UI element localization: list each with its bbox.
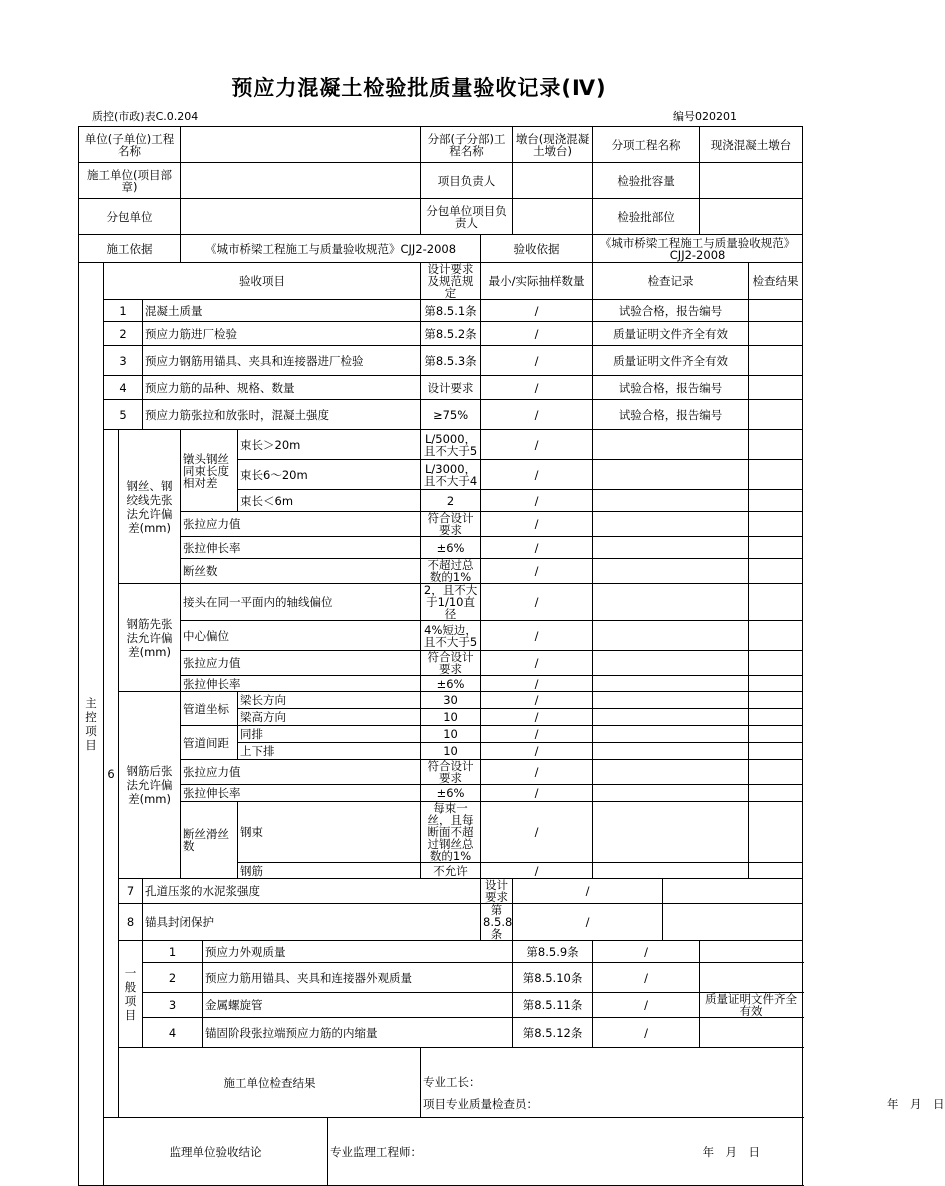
table-row: 断丝数 不超过总数的1% / [79,559,803,584]
info-row-unit [79,127,803,163]
col-item: 验收项目 [104,263,421,300]
broken-wire-label: 断丝滑丝数 [181,802,238,879]
sub-pm-label: 分包单位项目负责人 [421,199,513,235]
subcontract-unit-label: 分包单位 [79,199,181,235]
info-row-subcontract [79,199,803,235]
construction-date: 年 月 日 [887,1097,945,1111]
table-row: 中心偏位 4%短边，且不大于5 / [79,621,803,651]
table-row: 2 预应力筋用锚具、夹具和连接器外观质量 第8.5.10条 / [79,963,803,993]
construction-check-row [79,1048,803,1118]
table-row: 4 锚固阶段张拉端预应力筋的内缩量 第8.5.12条 / [79,1018,803,1048]
unit-label: 单位(子单位)工程名称 [79,127,181,163]
supervision-label: 监理单位验收结论 [104,1118,328,1186]
subcontract-unit-value[interactable] [181,199,421,235]
batch-part-label: 检验批部位 [593,199,700,235]
table-row: 钢筋后张法允许偏差(mm) 管道坐标 梁长方向 30 / [79,692,803,709]
general-item-label: 一般项目 [119,941,143,1048]
supervision-date: 年 月 日 [702,1144,761,1159]
table-row: 3 预应力钢筋用锚具、夹具和连接器进厂检验 第8.5.3条 / 质量证明文件齐全有效 [79,346,803,376]
construction-basis-label: 施工依据 [79,235,181,263]
batch-capacity-value[interactable] [700,163,803,199]
supervisor-label: 专业监理工程师： [330,1144,423,1159]
table-row: 3 金属螺旋管 第8.5.11条 / 质量证明文件齐全有效 [79,993,803,1018]
pipe-spacing-label: 管道间距 [181,726,238,760]
sub-pm-value[interactable] [513,199,593,235]
table-row: 2 预应力筋进厂检验 第8.5.2条 / 质量证明文件齐全有效 [79,322,803,346]
table-row: 张拉伸长率 ±6% / [79,676,803,692]
table-row: 断丝滑丝数 钢束 每束一丝，且每断面不超过钢丝总数的1% / [79,802,803,863]
table-row: 张拉伸长率 ±6% / [79,537,803,559]
info-row-basis [79,235,803,263]
table-row: 上下排 10 / [79,743,803,760]
batch-capacity-label: 检验批容量 [593,163,700,199]
sub-project-value[interactable]: 墩台(现浇混凝土墩台) [513,127,593,163]
group-pretension-wire: 钢丝、钢绞线先张法允许偏差(mm) [119,430,181,584]
supervision-area[interactable] [328,1118,803,1186]
col-design: 设计要求及规范规定 [421,263,481,300]
item-project-value[interactable]: 现浇混凝土墩台 [700,127,803,163]
table-row: 张拉应力值 符合设计要求 / [79,512,803,537]
project-manager-label: 项目负责人 [421,163,513,199]
table-row: 一般项目 1 预应力外观质量 第8.5.9条 / [79,941,803,963]
unit-value[interactable] [181,127,421,163]
inspection-table [78,126,945,1186]
table-row: 张拉应力值 符合设计要求 / [79,760,803,785]
acceptance-basis-label: 验收依据 [481,235,593,263]
construction-unit-label: 施工单位(项目部章) [79,163,181,199]
table-row: 7 孔道压浆的水泥浆强度 设计要求 / [79,879,803,904]
heading-wire-diff: 镦头钢丝同束长度相对差 [181,430,238,512]
form-title: 预应力混凝土检验批质量验收记录(Ⅳ) [231,76,607,100]
construction-check-area[interactable] [421,1048,945,1118]
item-6-number: 6 [104,430,119,1118]
sub-project-label: 分部(子分部)工程名称 [421,127,513,163]
table-row: 6 钢丝、钢绞线先张法允许偏差(mm) 镦头钢丝同束长度相对差 束长＞20m L/5000，且不大于5 / [79,430,803,460]
batch-part-value[interactable] [700,199,803,235]
table-row: 8 锚具封闭保护 第8.5.8条 / [79,904,803,941]
col-sample: 最小/实际抽样数量 [481,263,593,300]
table-row: 张拉伸长率 ±6% / [79,785,803,802]
table-row: 梁高方向 10 / [79,709,803,726]
table-row: 管道间距 同排 10 / [79,726,803,743]
form-code: 质控(市政)表C.0.204 [92,110,199,123]
group-pretension-bar: 钢筋先张法允许偏差(mm) [119,584,181,692]
table-row: 张拉应力值 符合设计要求 / [79,651,803,676]
foreman-label: 专业工长： [423,1075,481,1089]
group-posttension-bar: 钢筋后张法允许偏差(mm) [119,692,181,879]
info-row-construction [79,163,803,199]
main-control-label: 主控项目 [79,263,104,1186]
table-row: 5 预应力筋张拉和放张时，混凝土强度 ≥75% / 试验合格，报告编号 [79,400,803,430]
table-row: 1 混凝土质量 第8.5.1条 / 试验合格，报告编号 [79,300,803,322]
table-row: 束长6～20m L/3000，且不大于4 / [79,460,803,490]
form-serial: 编号020201 [673,110,737,123]
item-project-label: 分项工程名称 [593,127,700,163]
construction-unit-value[interactable] [181,163,421,199]
construction-check-label: 施工单位检查结果 [119,1048,421,1118]
col-result: 检查结果 [749,263,803,300]
table-row: 束长＜6m 2 / [79,490,803,512]
col-record: 检查记录 [593,263,749,300]
table-row: 钢筋 不允许 / [79,863,803,879]
quality-inspector-label: 项目专业质量检查员： [423,1097,539,1111]
table-row: 钢筋先张法允许偏差(mm) 接头在同一平面内的轴线偏位 2，且不大于1/10直径 / [79,584,803,621]
table-row: 4 预应力筋的品种、规格、数量 设计要求 / 试验合格，报告编号 [79,376,803,400]
construction-basis-value: 《城市桥梁工程施工与质量验收规范》CJJ2-2008 [181,235,481,263]
supervision-row [79,1118,803,1186]
project-manager-value[interactable] [513,163,593,199]
acceptance-basis-value: 《城市桥梁工程施工与质量验收规范》CJJ2-2008 [593,235,803,263]
pipe-coordinate-label: 管道坐标 [181,692,238,726]
column-header-row [79,263,803,300]
